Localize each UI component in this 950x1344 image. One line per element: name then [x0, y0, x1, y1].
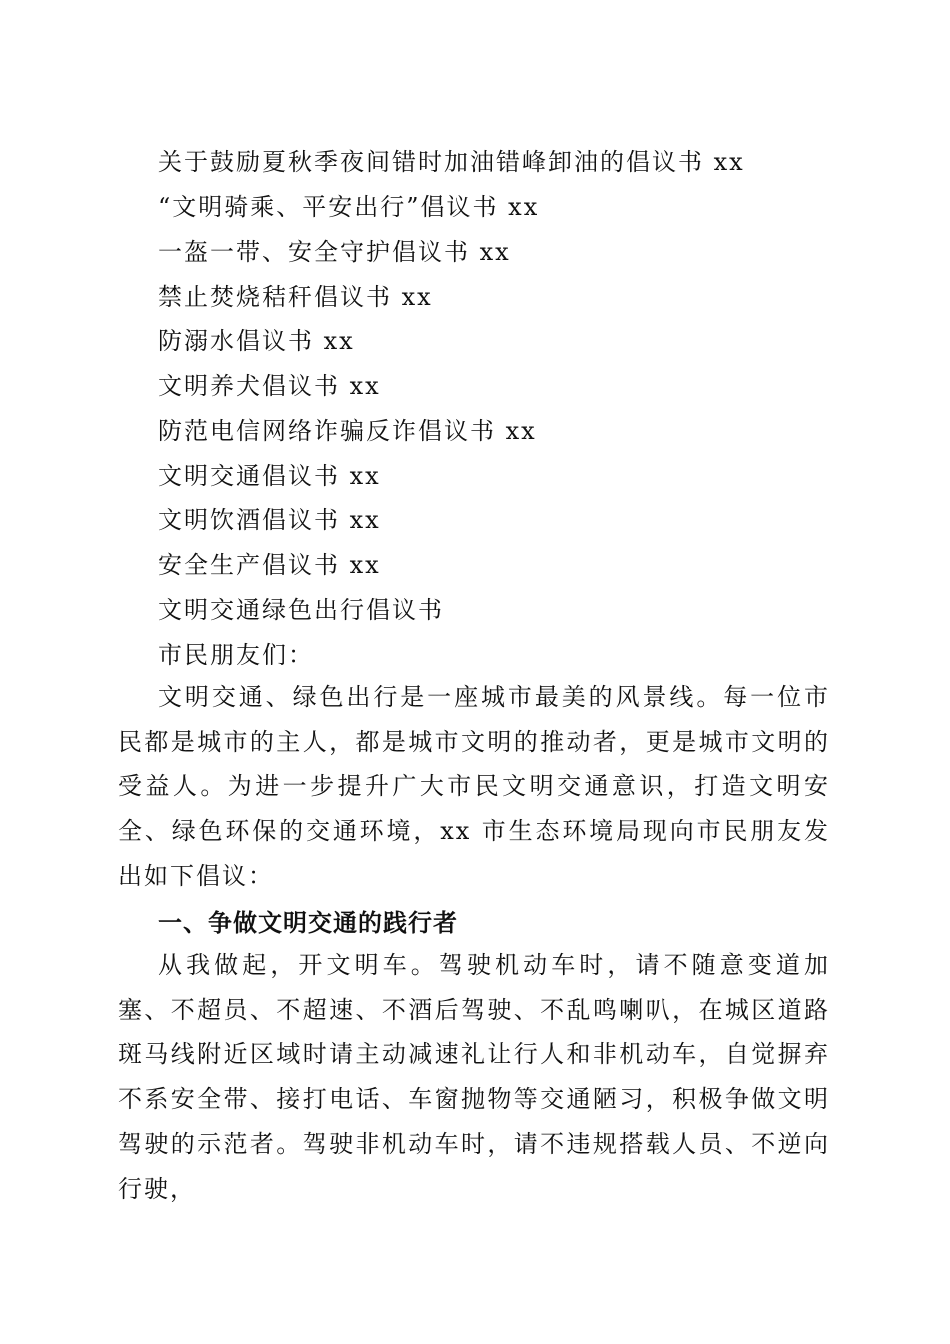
- toc-item: 文明饮酒倡议书 xx: [158, 506, 381, 534]
- toc-item: 防范电信网络诈骗反诈倡议书 xx: [158, 417, 537, 445]
- section-paragraph: 从我做起，开文明车。驾驶机动车时，请不随意变道加塞、不超员、不超速、不酒后驾驶、不乱鸣喇叭，在城区道路斑马线附近区域时请主动减速礼让行人和非机动车，自觉摒弃不系安全带、接打电话、车窗抛物等交通陋习，积极争做文明驾驶的示范者。驾驶非机动车时，请不违规搭载人员、不逆向行驶，: [118, 951, 830, 1203]
- toc-item: 禁止焚烧秸秆倡议书 xx: [158, 283, 433, 311]
- toc-item: 文明养犬倡议书 xx: [158, 372, 381, 400]
- toc-item: 防溺水倡议书 xx: [158, 327, 355, 355]
- section-heading: 一、争做文明交通的践行者: [158, 909, 458, 937]
- toc-item: 一盔一带、安全守护倡议书 xx: [158, 238, 511, 266]
- toc-item: 关于鼓励夏秋季夜间错时加油错峰卸油的倡议书 xx: [158, 148, 745, 176]
- toc-item: 文明交通倡议书 xx: [158, 462, 381, 490]
- salutation: 市民朋友们：: [158, 641, 314, 669]
- document-title: 文明交通绿色出行倡议书: [158, 596, 444, 624]
- intro-paragraph: 文明交通、绿色出行是一座城市最美的风景线。每一位市民都是城市的主人，都是城市文明的推动者，更是城市文明的受益人。为进一步提升广大市民文明交通意识，打造文明安全、绿色环保的交通环境，xx 市生态环境局现向市民朋友发出如下倡议：: [118, 683, 830, 890]
- toc-item: “文明骑乘、平安出行”倡议书 xx: [158, 193, 540, 221]
- toc-item: 安全生产倡议书 xx: [158, 551, 381, 579]
